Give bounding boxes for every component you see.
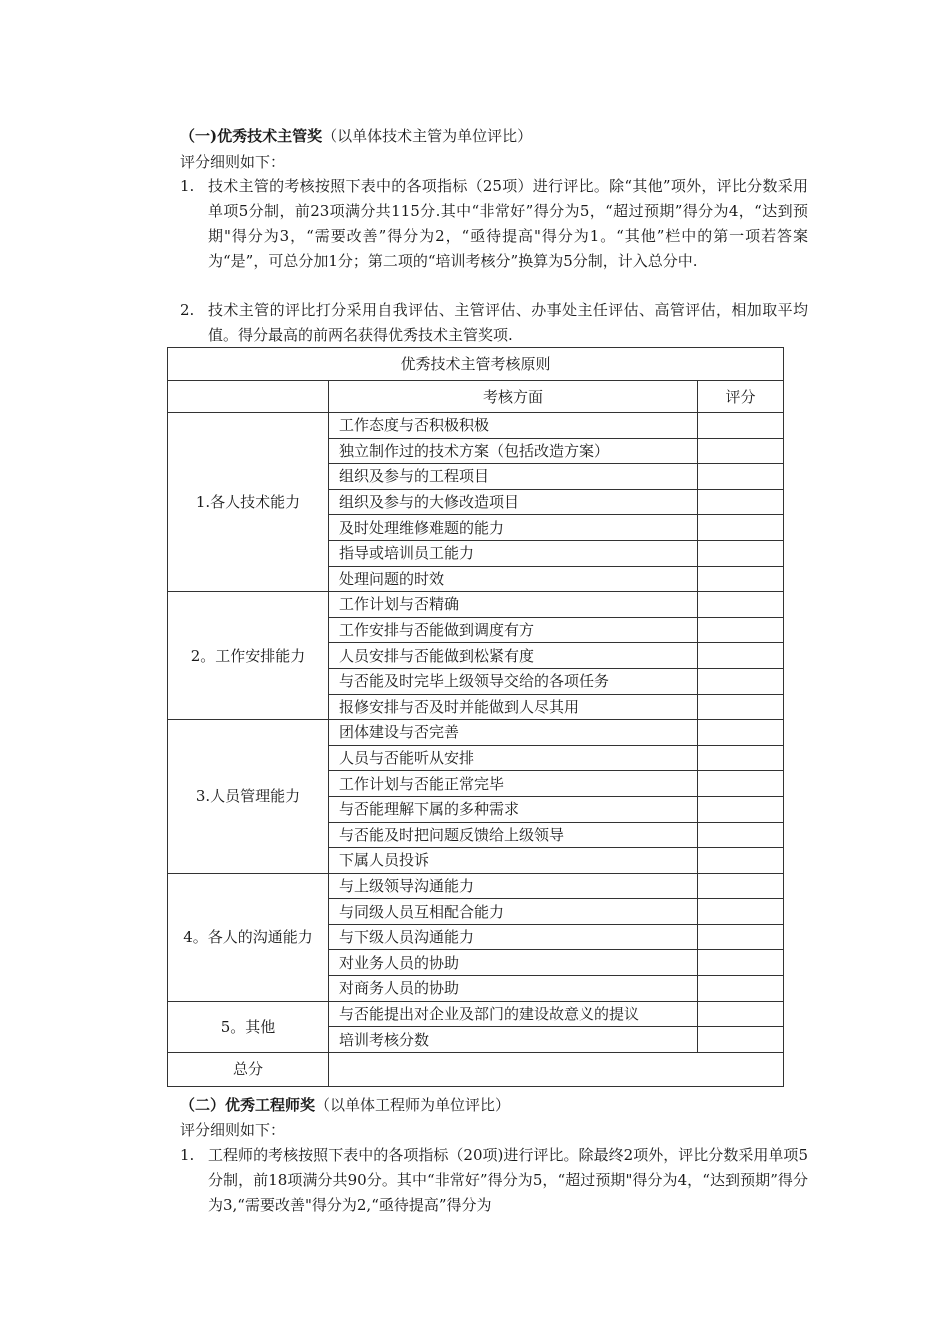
section1-list-item-2 [180, 298, 808, 348]
total-value-cell[interactable] [329, 1052, 784, 1086]
item-cell: 及时处理维修难题的能力 [329, 515, 698, 541]
item-cell: 独立制作过的技术方案（包括改造方案） [329, 438, 698, 464]
item-cell: 人员与否能听从安排 [329, 745, 698, 771]
section1-intro: 评分细则如下： [180, 153, 286, 171]
section2-heading-rest: （以单体工程师为单位评比） [315, 1096, 511, 1114]
item-cell: 处理问题的时效 [329, 566, 698, 592]
item-cell: 与上级领导沟通能力 [329, 873, 698, 899]
item-cell: 下属人员投诉 [329, 848, 698, 874]
score-cell[interactable] [698, 745, 784, 771]
item-cell: 与否能及时把问题反馈给上级领导 [329, 822, 698, 848]
score-cell[interactable] [698, 668, 784, 694]
score-cell[interactable] [698, 438, 784, 464]
section2-intro: 评分细则如下： [180, 1121, 286, 1139]
item-cell: 工作安排与否能做到调度有方 [329, 617, 698, 643]
score-cell[interactable] [698, 1001, 784, 1027]
list-text: 技术主管的考核按照下表中的各项指标（25项）进行评比。除“其他”项外，评比分数采用单项5分制，前23项满分共115分.其中“非常好”得分为5，“超过预期”得分为4，“达到预期"得分为3，“需要改善”得分为2，“亟待提高"得分为1。“其他”栏中的第一项若答案为“是”，可总分加1分；第二项的“培训考核分”换算为5分制，计入总分中. [208, 177, 808, 270]
category-cell: 5。其他 [168, 1001, 329, 1052]
category-cell: 1.各人技术能力 [168, 413, 329, 592]
list-text: 技术主管的评比打分采用自我评估、主管评估、办事处主任评估、高管评估，相加取平均值。得分最高的前两名获得优秀技术主管奖项. [208, 301, 808, 344]
score-cell[interactable] [698, 694, 784, 720]
score-cell[interactable] [698, 796, 784, 822]
category-cell: 4。各人的沟通能力 [168, 873, 329, 1001]
score-cell[interactable] [698, 873, 784, 899]
total-label: 总分 [168, 1052, 329, 1086]
category-cell: 3.人员管理能力 [168, 720, 329, 874]
header-blank [168, 381, 329, 413]
section1-heading-rest: （以单体技术主管为单位评比） [322, 127, 533, 145]
score-cell[interactable] [698, 899, 784, 925]
score-cell[interactable] [698, 413, 784, 439]
section2-list-item-1 [180, 1143, 808, 1218]
section1-list-item-1 [180, 174, 808, 274]
item-cell: 指导或培训员工能力 [329, 540, 698, 566]
section1-heading [180, 126, 532, 146]
header-score: 评分 [698, 381, 784, 413]
score-cell[interactable] [698, 924, 784, 950]
section2-heading [180, 1095, 510, 1115]
header-aspect: 考核方面 [329, 381, 698, 413]
item-cell: 培训考核分数 [329, 1027, 698, 1053]
item-cell: 与否能提出对企业及部门的建设故意义的提议 [329, 1001, 698, 1027]
score-cell[interactable] [698, 489, 784, 515]
score-cell[interactable] [698, 950, 784, 976]
item-cell: 组织及参与的大修改造项目 [329, 489, 698, 515]
item-cell: 与同级人员互相配合能力 [329, 899, 698, 925]
item-cell: 对商务人员的协助 [329, 976, 698, 1002]
score-cell[interactable] [698, 464, 784, 490]
item-cell: 工作计划与否精确 [329, 592, 698, 618]
item-cell: 与下级人员沟通能力 [329, 924, 698, 950]
score-cell[interactable] [698, 848, 784, 874]
item-cell: 团体建设与否完善 [329, 720, 698, 746]
item-cell: 与否能理解下属的多种需求 [329, 796, 698, 822]
list-number: 1. [180, 177, 195, 195]
score-cell[interactable] [698, 566, 784, 592]
score-cell[interactable] [698, 617, 784, 643]
list-number: 1. [180, 1146, 195, 1164]
item-cell: 对业务人员的协助 [329, 950, 698, 976]
score-cell[interactable] [698, 976, 784, 1002]
item-cell: 报修安排与否及时并能做到人尽其用 [329, 694, 698, 720]
score-cell[interactable] [698, 720, 784, 746]
score-cell[interactable] [698, 1027, 784, 1053]
score-cell[interactable] [698, 822, 784, 848]
section1-heading-bold: （一)优秀技术主管奖 [180, 127, 323, 145]
score-cell[interactable] [698, 515, 784, 541]
category-cell: 2。工作安排能力 [168, 592, 329, 720]
assessment-table [167, 347, 784, 1087]
score-cell[interactable] [698, 643, 784, 669]
item-cell: 工作计划与否能正常完毕 [329, 771, 698, 797]
item-cell: 组织及参与的工程项目 [329, 464, 698, 490]
list-number: 2. [180, 301, 195, 319]
score-cell[interactable] [698, 592, 784, 618]
item-cell: 工作态度与否积极积极 [329, 413, 698, 439]
item-cell: 与否能及时完毕上级领导交给的各项任务 [329, 668, 698, 694]
score-cell[interactable] [698, 771, 784, 797]
section2-heading-bold: （二）优秀工程师奖 [180, 1096, 316, 1114]
table-title: 优秀技术主管考核原则 [168, 348, 784, 381]
item-cell: 人员安排与否能做到松紧有度 [329, 643, 698, 669]
score-cell[interactable] [698, 540, 784, 566]
list-text: 工程师的考核按照下表中的各项指标（20项)进行评比。除最终2项外，评比分数采用单项5分制，前18项满分共90分。其中“非常好”得分为5，“超过预期"得分为4，“达到预期”得分为3,“需要改善"得分为2,“亟待提高”得分为 [208, 1146, 808, 1214]
